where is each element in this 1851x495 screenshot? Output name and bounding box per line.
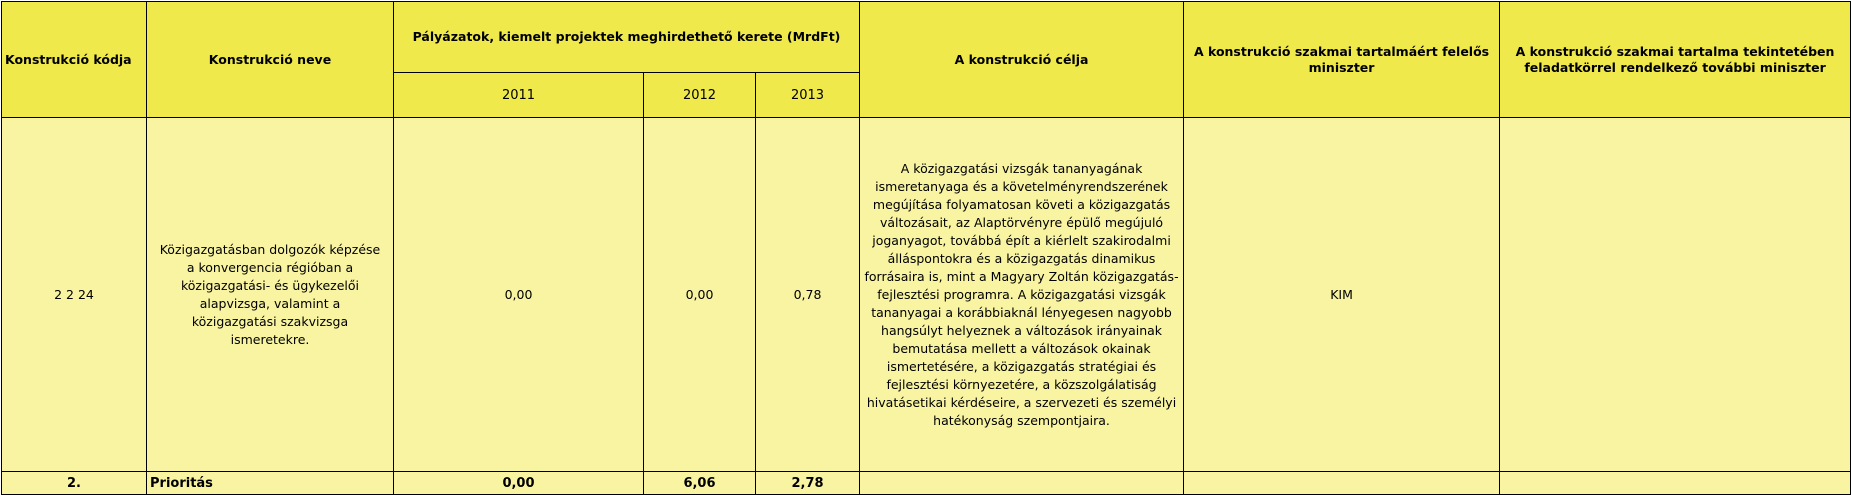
footer-goal-empty <box>860 472 1184 495</box>
header-other-minister: A konstrukció szakmai tartalma tekintetében feladatkörrel rendelkező további miniszter <box>1500 2 1851 118</box>
footer-other-minister-empty <box>1500 472 1851 495</box>
footer-row <box>2 472 1851 495</box>
header-year-2012: 2012 <box>644 73 756 118</box>
row-minister: KIM <box>1184 118 1500 472</box>
row-value-2011: 0,00 <box>394 118 644 472</box>
header-row <box>2 2 1851 73</box>
header-code: Konstrukció kódja <box>2 2 147 118</box>
footer-name: Prioritás <box>147 472 394 495</box>
header-year-2013: 2013 <box>756 73 860 118</box>
header-name: Konstrukció neve <box>147 2 394 118</box>
row-value-2012: 0,00 <box>644 118 756 472</box>
header-goal: A konstrukció célja <box>860 2 1184 118</box>
footer-value-2013: 2,78 <box>756 472 860 495</box>
header-year-2011: 2011 <box>394 73 644 118</box>
footer-value-2012: 6,06 <box>644 472 756 495</box>
row-name: Közigazgatásban dolgozók képzése a konvergencia régióban a közigazgatási- és ügykezelői alapvizsga, valamint a közigazgatási szakvizsga ismeretekre. <box>147 118 394 472</box>
footer-value-2011: 0,00 <box>394 472 644 495</box>
table-row <box>2 118 1851 472</box>
construction-table <box>1 1 1851 495</box>
row-other-minister <box>1500 118 1851 472</box>
header-minister: A konstrukció szakmai tartalmáért felelős miniszter <box>1184 2 1500 118</box>
row-goal: A közigazgatási vizsgák tananyagának ismeretanyaga és a követelményrendszerének megújítása folyamatosan követi a közigazgatás változásait, az Alaptörvényre épülő megújuló joganyagot, továbbá épít a kiérlelt szakirodalmi álláspontokra és a közigazgatás dinamikus forrásaira is, mint a Magyary Zoltán közigazgatás-fejlesztési programra. A közigazgatási vizsgák tananyagai a korábbiaknál lényegesen nagyobb hangsúlyt helyeznek a változások irányainak bemutatása mellett a változások okainak ismertetésére, a közigazgatás stratégiai és fejlesztési környezetére, a közszolgálatiság hivatásetikai kérdéseire, a szervezeti és személyi hatékonyság szempontjaira. <box>860 118 1184 472</box>
footer-code: 2. <box>2 472 147 495</box>
row-value-2013: 0,78 <box>756 118 860 472</box>
header-budget: Pályázatok, kiemelt projektek meghirdethető kerete (MrdFt) <box>394 2 860 73</box>
footer-minister-empty <box>1184 472 1500 495</box>
row-code: 2 2 24 <box>2 118 147 472</box>
